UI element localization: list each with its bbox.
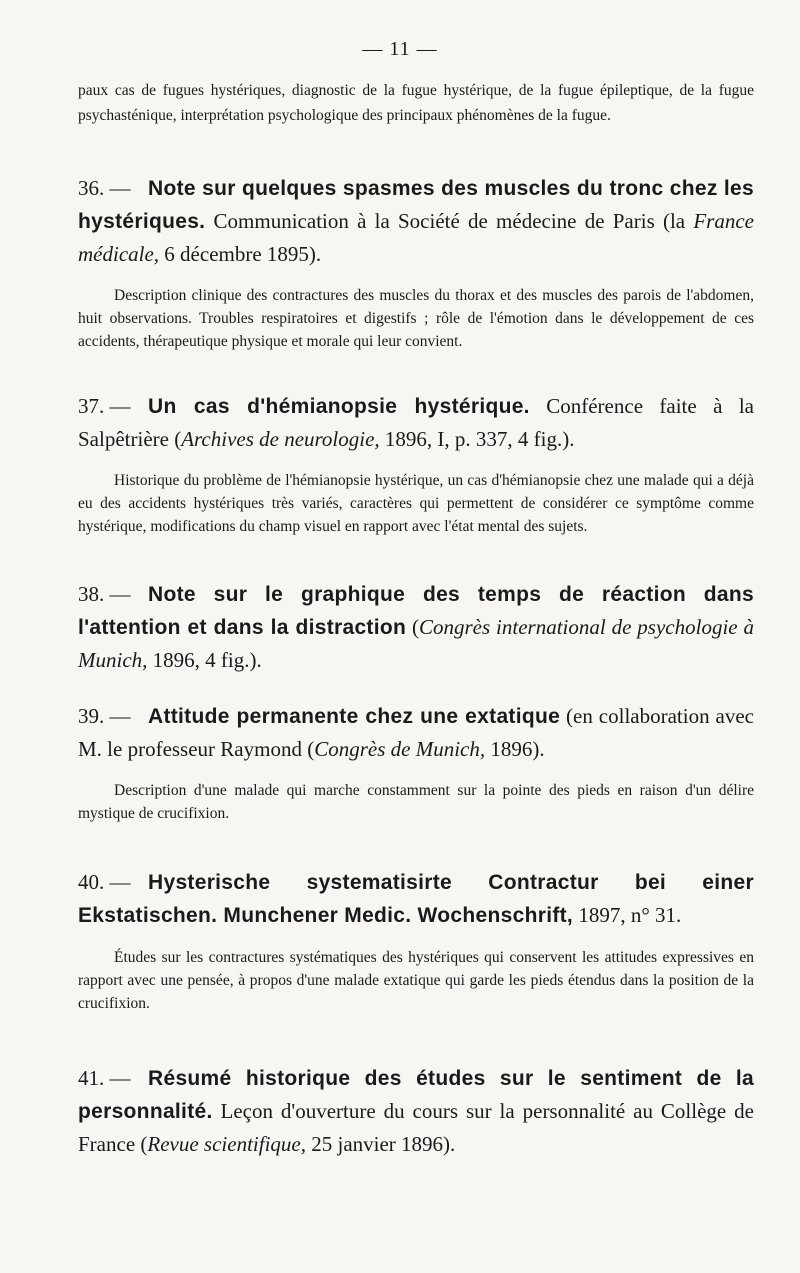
entry-reference-end: 1896). (485, 737, 545, 761)
entry-reference-end: 25 janvier 1896). (306, 1132, 456, 1156)
entry-number: 37. — (78, 394, 131, 418)
entry-reference-end: 6 décembre 1895). (159, 242, 322, 266)
entry-heading (78, 700, 754, 765)
entry-39 (78, 700, 754, 825)
entry-number: 41. — (78, 1066, 131, 1090)
entry-reference-end: 1896, I, p. 337, 4 fig.). (379, 427, 575, 451)
entry-reference: Communication à la Société de médecine de Paris (la (205, 209, 694, 233)
entry-title: Un cas d'hémianopsie hystérique. (148, 395, 530, 418)
entry-number: 40. — (78, 870, 131, 894)
entry-number: 38. — (78, 582, 131, 606)
entry-reference: (en collaboration avec M. le professeur Raymond ( (78, 704, 754, 761)
page-number: — 11 — (362, 38, 438, 60)
entry-heading (78, 866, 754, 932)
entry-37 (78, 390, 754, 538)
entry-description: Description clinique des contractures des muscles du thorax et des muscles des parois de l'abdomen, huit observations. Troubles respiratoires et digestifs ; rôle de l'émotion dans le développement de ces accidents, thérapeutique physique et morale qui leur convient. (78, 287, 754, 350)
intro-paragraph: paux cas de fugues hystériques, diagnostic de la fugue hystérique, de la fugue épileptique, de la fugue psychasténique, interprétation psychologique des principaux phénomènes de la fugue. (78, 82, 754, 124)
entry-reference-end: 1896, 4 fig.). (147, 648, 262, 672)
entry-title: Hysterische systematisirte Contractur bei einer Ekstatischen. Munchener Medic. Wochenschrift, (78, 871, 754, 927)
entry-reference-italic: Revue scientifique, (147, 1132, 306, 1156)
entry-title: Note sur quelques spasmes des muscles du tronc chez les hystériques. (78, 177, 754, 233)
entry-heading (78, 1062, 754, 1160)
entry-41 (78, 1062, 754, 1160)
entry-reference: 1897, n° 31. (573, 903, 682, 927)
entry-reference-italic: Archives de neurologie, (181, 427, 380, 451)
entry-reference-italic: Congrès international de psychologie à Munich, (78, 615, 754, 672)
entry-reference: Leçon d'ouverture du cours sur la personnalité au Collège de France ( (78, 1099, 754, 1156)
entry-number: 36. — (78, 176, 131, 200)
entry-38 (78, 578, 754, 676)
entry-description: Études sur les contractures systématiques des hystériques qui conservent les attitudes expressives en rapport avec une pensée, à propos d'une malade extatique qui garde les pieds étendus dans la position de la crucifixion. (78, 949, 754, 1012)
entry-36 (78, 172, 754, 353)
entry-title: Attitude permanente chez une extatique (148, 705, 561, 728)
entry-reference-italic: France médicale, (78, 209, 754, 266)
entry-reference: ( (406, 615, 419, 639)
entry-heading (78, 172, 754, 270)
entry-heading (78, 578, 754, 676)
entry-description: Historique du problème de l'hémianopsie hystérique, un cas d'hémianopsie chez une malade qui a déjà eu des accidents hystériques très variés, caractères qui permettent de considérer ce symptôme comme hystérique, modifications du champ visuel en rapport avec l'état mental des sujets. (78, 472, 754, 535)
entry-heading (78, 390, 754, 455)
entry-title: Résumé historique des études sur le sentiment de la personnalité. (78, 1067, 754, 1123)
entry-title: Note sur le graphique des temps de réaction dans l'attention et dans la distraction (78, 583, 754, 639)
entry-number: 39. — (78, 704, 131, 728)
entry-description: Description d'une malade qui marche constamment sur la pointe des pieds en raison d'un délire mystique de crucifixion. (78, 782, 754, 822)
entry-40 (78, 866, 754, 1015)
entry-reference-italic: Congrès de Munich, (314, 737, 486, 761)
entry-reference: Conférence faite à la Salpêtrière ( (78, 394, 755, 451)
